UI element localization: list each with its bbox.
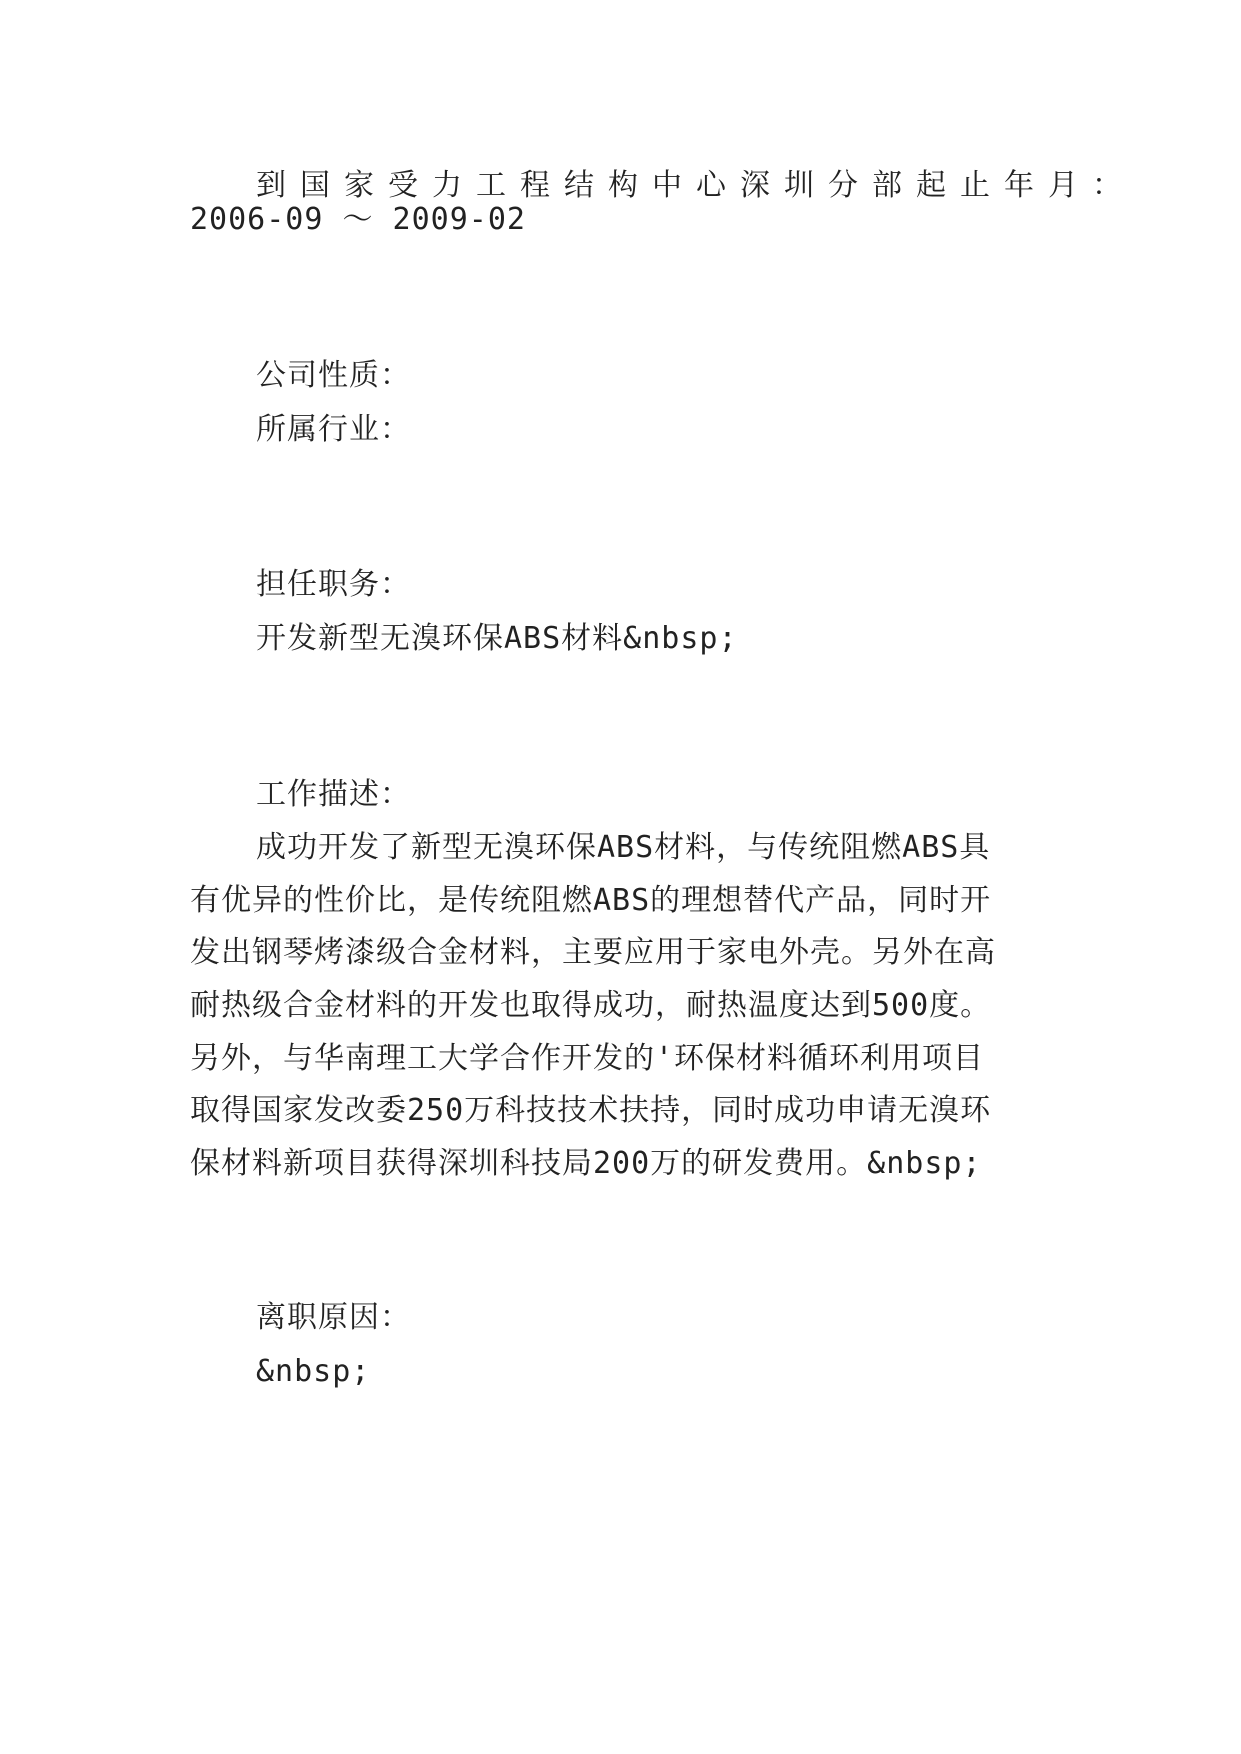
company-nature-label: 公司性质： (256, 358, 411, 393)
job-description-line: 保材料新项目获得深圳科技局200万的研发费用。&nbsp; (190, 1146, 982, 1181)
leaving-reason-value: &nbsp; (256, 1354, 371, 1389)
position-value: 开发新型无溴环保ABS材料&nbsp; (256, 621, 738, 656)
industry-label: 所属行业： (256, 412, 411, 447)
leaving-reason-label: 离职原因： (256, 1300, 411, 1335)
job-description-label: 工作描述： (256, 777, 411, 812)
job-description-line: 成功开发了新型无溴环保ABS材料，与传统阻燃ABS具 (256, 830, 991, 865)
job-description-line: 发出钢琴烤漆级合金材料，主要应用于家电外壳。另外在高 (190, 935, 996, 970)
job-description-line: 耐热级合金材料的开发也取得成功，耐热温度达到500度。 (190, 988, 992, 1023)
employment-period-heading: 到国家受力工程结构中心深圳分部起止年月： (256, 168, 1136, 203)
employment-period-range: 2006-09 ～ 2009-02 (190, 202, 526, 237)
job-description-line: 有优异的性价比，是传统阻燃ABS的理想替代产品，同时开 (190, 883, 992, 918)
job-description-line: 取得国家发改委250万科技技术扶持，同时成功申请无溴环 (190, 1093, 992, 1128)
position-label: 担任职务： (256, 567, 411, 602)
job-description-line: 另外，与华南理工大学合作开发的'环保材料循环利用项目 (190, 1041, 985, 1076)
